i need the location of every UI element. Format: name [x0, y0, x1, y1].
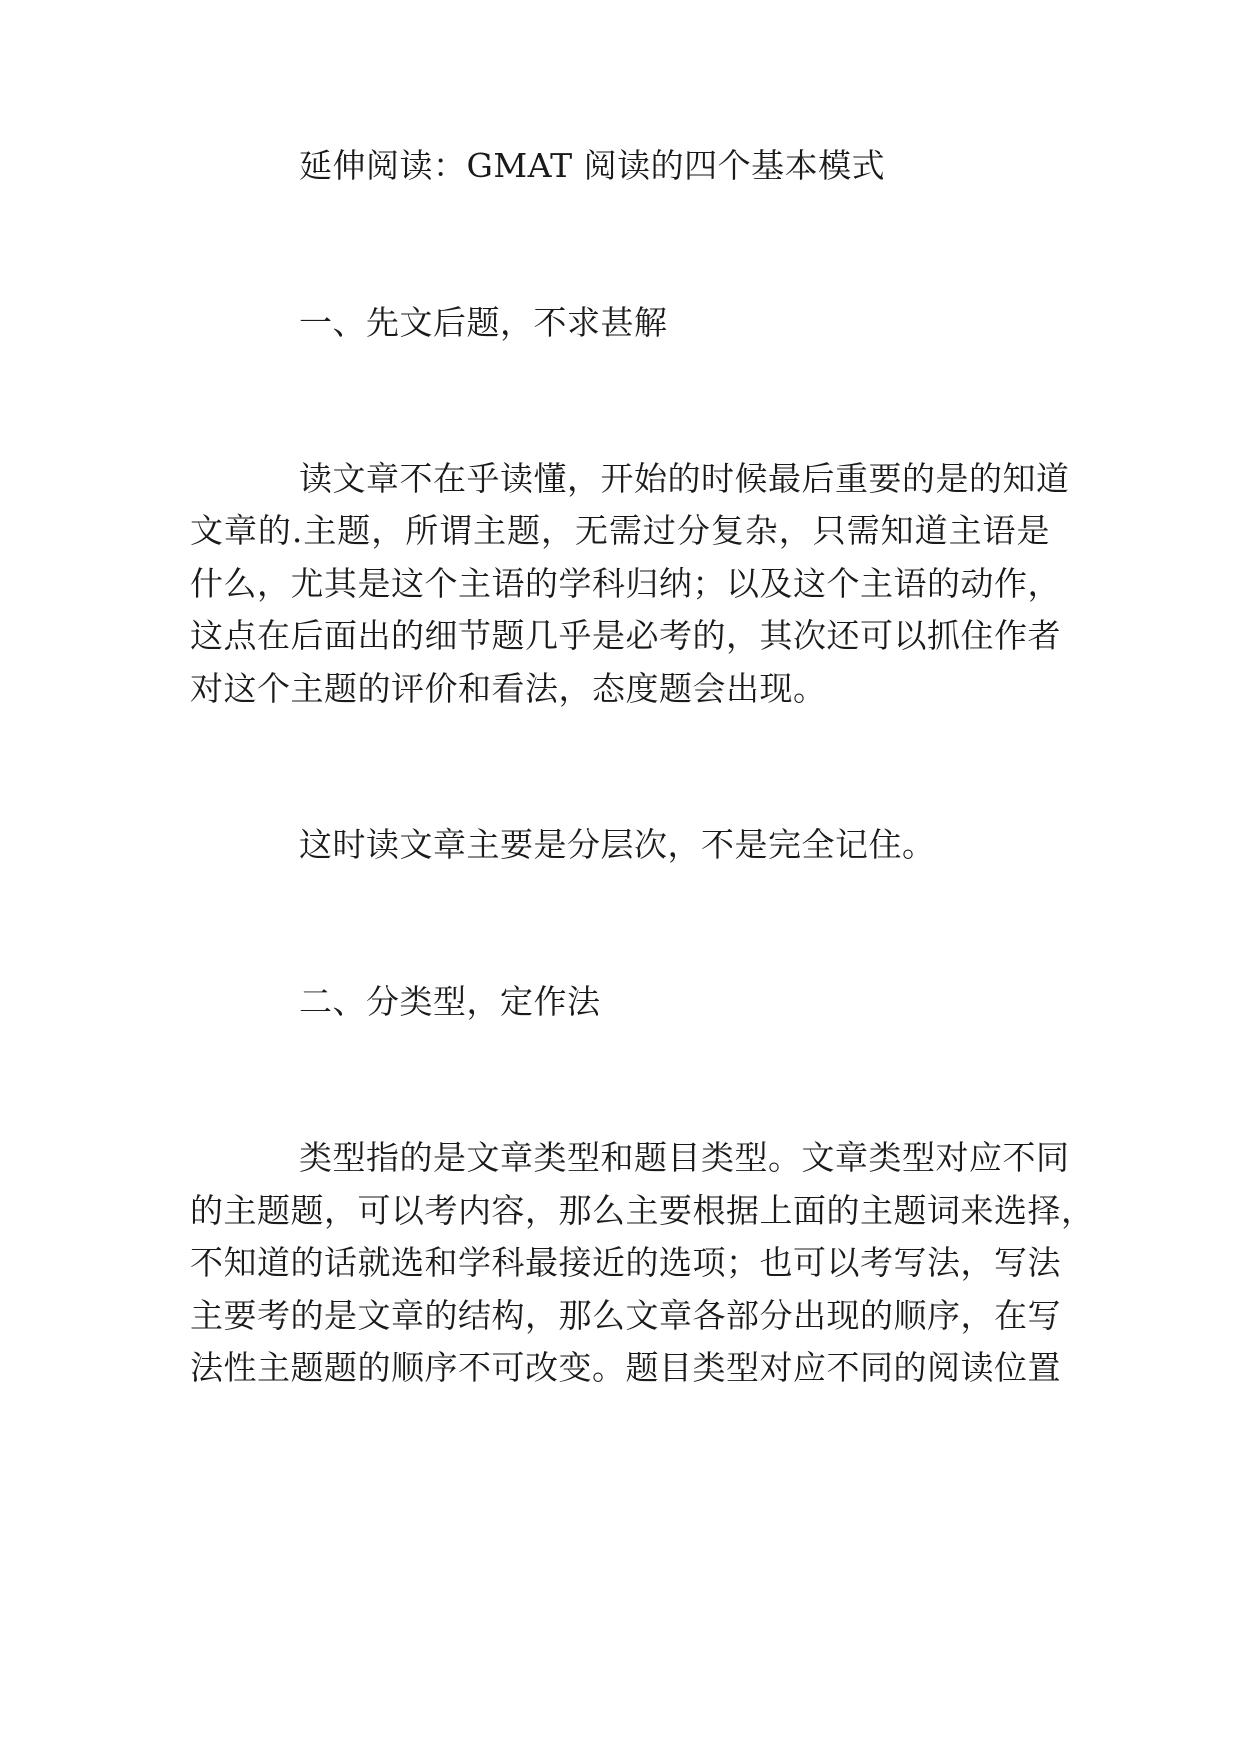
- paragraph-line: 这点在后面出的细节题几乎是必考的，其次还可以抓住作者: [190, 616, 1061, 655]
- document-title: 延伸阅读：GMAT 阅读的四个基本模式: [299, 146, 886, 185]
- paragraph-line: 主要考的是文章的结构，那么文章各部分出现的顺序，在写: [190, 1296, 1061, 1335]
- paragraph-line: 读文章不在乎读懂，开始的时候最后重要的是的知道: [299, 459, 1070, 498]
- paragraph-line: 文章的.主题，所谓主题，无需过分复杂，只需知道主语是: [190, 511, 1050, 550]
- paragraph-line: 的主题题，可以考内容，那么主要根据上面的主题词来选择，: [190, 1191, 1095, 1230]
- section-heading-1: 一、先文后题，不求甚解: [299, 303, 668, 342]
- paragraph-line: 对这个主题的评价和看法，态度题会出现。: [190, 669, 827, 708]
- paragraph-line: 法性主题题的顺序不可改变。题目类型对应不同的阅读位置: [190, 1348, 1061, 1387]
- section-heading-2: 二、分类型，定作法: [299, 982, 601, 1021]
- section-note: 这时读文章主要是分层次，不是完全记住。: [299, 825, 936, 864]
- paragraph-line: 不知道的话就选和学科最接近的选项；也可以考写法，写法: [190, 1243, 1061, 1282]
- paragraph-line: 什么，尤其是这个主语的学科归纳；以及这个主语的动作，: [190, 564, 1061, 603]
- paragraph-line: 类型指的是文章类型和题目类型。文章类型对应不同: [299, 1138, 1070, 1177]
